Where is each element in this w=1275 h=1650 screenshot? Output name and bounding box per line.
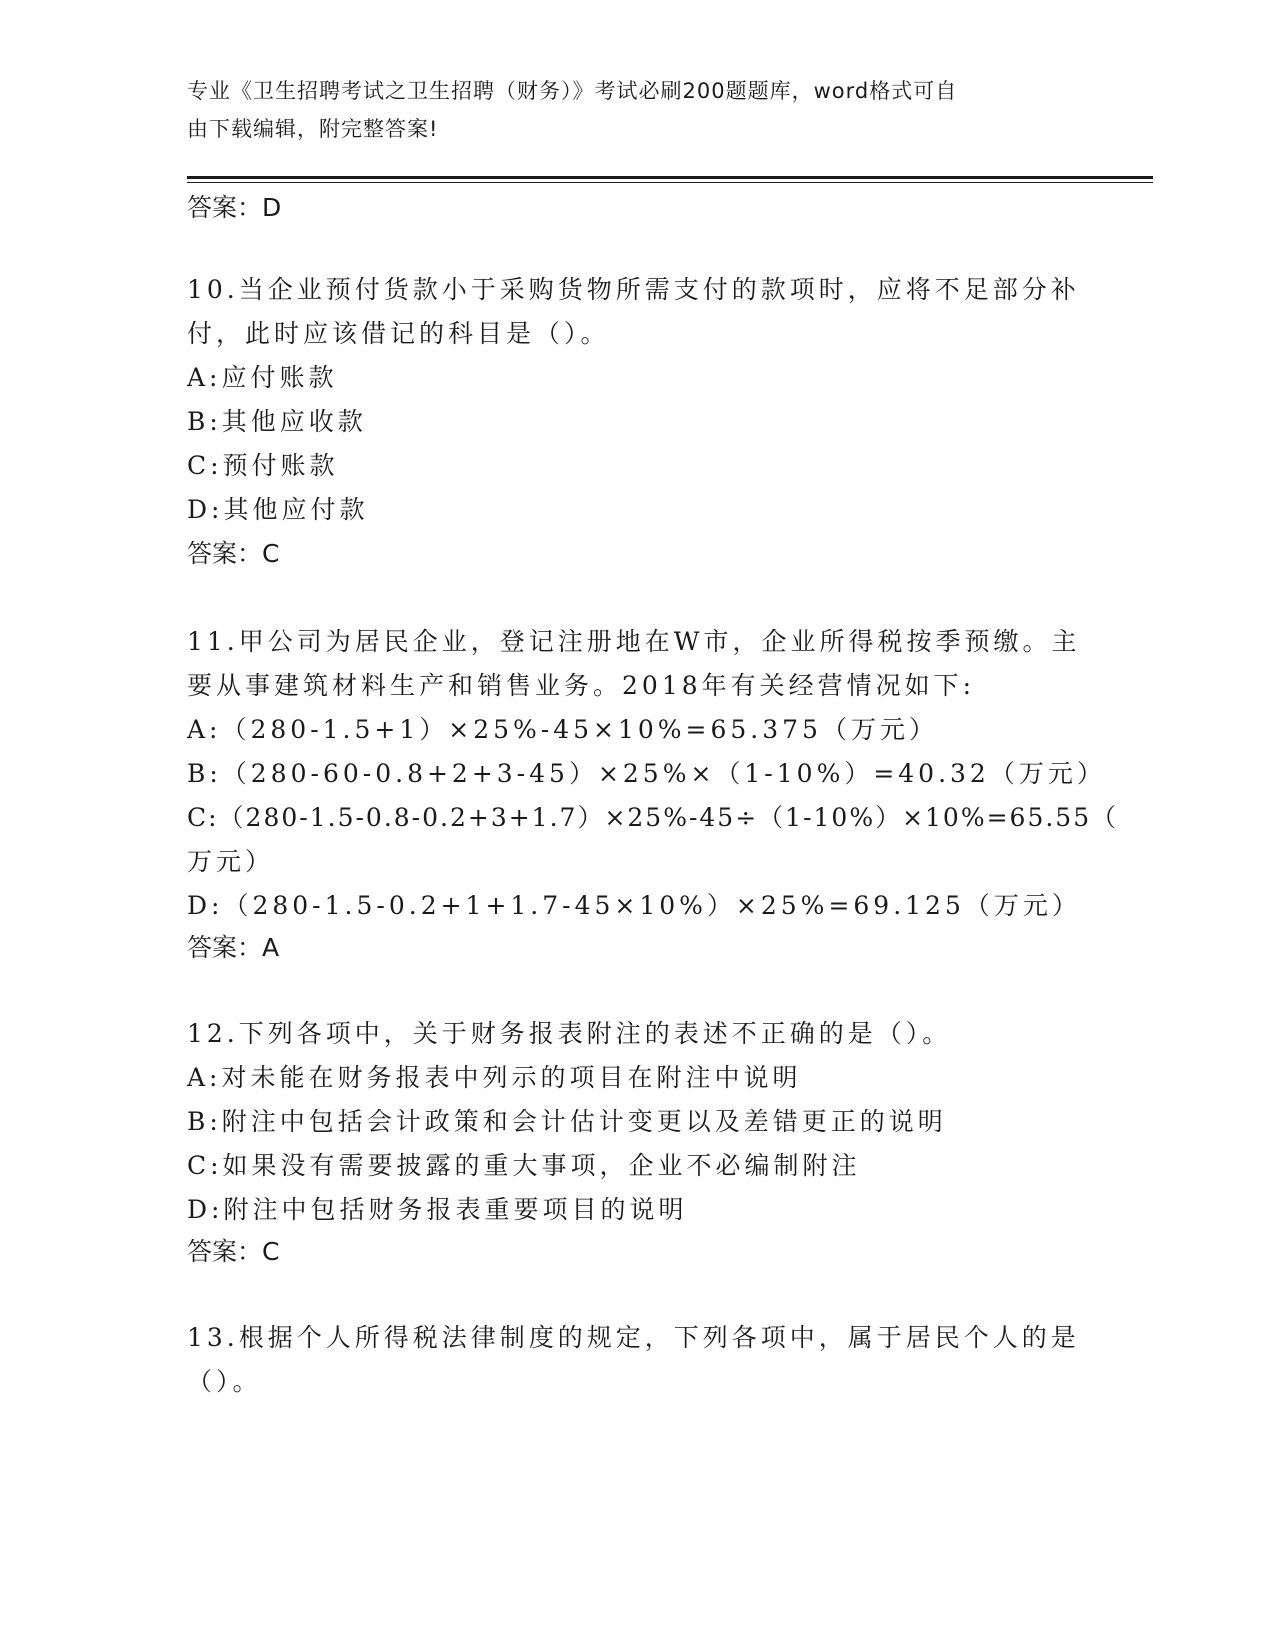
q11-option-c-line-2: 万元）	[187, 847, 275, 876]
answer-prev: 答案：D	[187, 193, 282, 222]
q12-option-c: C:如果没有需要披露的重大事项，企业不必编制附注	[187, 1151, 861, 1180]
q11-stem-line-2: 要从事建筑材料生产和销售业务。2018年有关经营情况如下:	[187, 671, 976, 700]
q12-option-d: D:附注中包括财务报表重要项目的说明	[187, 1195, 688, 1224]
q12-option-b: B:附注中包括会计政策和会计估计变更以及差错更正的说明	[187, 1107, 947, 1136]
q13-stem-line-2: （）。	[187, 1367, 262, 1396]
q12-answer: 答案：C	[187, 1237, 280, 1266]
q10-option-b: B:其他应收款	[187, 407, 367, 436]
header-rule-thick	[187, 176, 1153, 179]
q12-option-a: A:对未能在财务报表中列示的项目在附注中说明	[187, 1063, 802, 1092]
q12-stem: 12.下列各项中，关于财务报表附注的表述不正确的是（）。	[187, 1019, 952, 1048]
q10-stem-line-2: 付，此时应该借记的科目是（）。	[187, 319, 610, 348]
q10-option-a: A:应付账款	[187, 363, 338, 392]
q11-option-a: A:（280-1.5+1）×25%-45×10%=65.375（万元）	[187, 715, 938, 744]
q11-option-b: B:（280-60-0.8+2+3-45）×25%×（1-10%）=40.32（万元）	[187, 759, 1106, 788]
header-line-2: 由下载编辑，附完整答案!	[187, 117, 439, 141]
header-rule-thin	[187, 182, 1153, 183]
q11-stem-line-1: 11.甲公司为居民企业，登记注册地在W市，企业所得税按季预缴。主	[187, 627, 1081, 656]
q11-option-d: D:（280-1.5-0.2+1+1.7-45×10%）×25%=69.125（万元）	[187, 891, 1081, 920]
q10-answer: 答案：C	[187, 539, 280, 568]
q11-answer: 答案：A	[187, 933, 280, 962]
header-line-1: 专业《卫生招聘考试之卫生招聘（财务）》考试必刷200题题库，word格式可自	[187, 79, 958, 103]
q11-option-c-line-1: C:（280-1.5-0.8-0.2+3+1.7）×25%-45÷（1-10%）×10%=65.55（	[187, 803, 1119, 832]
page-header	[187, 72, 1067, 148]
q10-stem-line-1: 10.当企业预付货款小于采购货物所需支付的款项时，应将不足部分补	[187, 275, 1080, 304]
q10-option-c: C:预付账款	[187, 451, 339, 480]
q13-stem-line-1: 13.根据个人所得税法律制度的规定，下列各项中，属于居民个人的是	[187, 1323, 1080, 1352]
q10-option-d: D:其他应付款	[187, 495, 369, 524]
